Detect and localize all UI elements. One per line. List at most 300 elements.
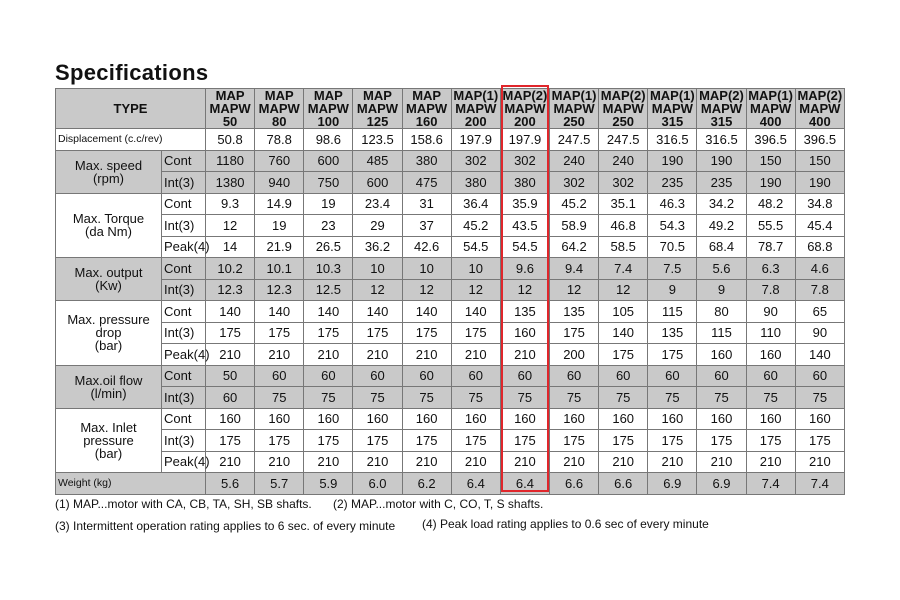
table-cell: 140 xyxy=(304,301,353,323)
table-cell: 10.2 xyxy=(206,258,255,280)
model-header-line: MAPW xyxy=(258,101,300,116)
model-header xyxy=(451,89,500,129)
model-header-line: MAP xyxy=(313,88,343,103)
table-cell: 9.3 xyxy=(206,193,255,215)
model-header-line: MAPW xyxy=(307,101,349,116)
table-cell: 160 xyxy=(451,408,500,430)
table-cell: 60 xyxy=(206,387,255,409)
sub-label: Cont xyxy=(162,408,206,430)
table-cell: 12 xyxy=(353,279,402,301)
table-cell: 210 xyxy=(795,451,844,473)
model-header-line: MAPW xyxy=(700,101,743,116)
table-cell: 760 xyxy=(255,150,304,172)
table-cell: 60 xyxy=(451,365,500,387)
model-header-line: MAPW xyxy=(602,101,644,116)
table-cell: 55.5 xyxy=(746,215,795,237)
model-header-line: 200 xyxy=(514,114,536,129)
table-cell: 160 xyxy=(353,408,402,430)
table-cell: 158.6 xyxy=(402,129,451,151)
table-row xyxy=(56,301,845,323)
table-cell: 160 xyxy=(697,408,746,430)
table-cell: 12 xyxy=(451,279,500,301)
model-header-line: MAPW xyxy=(356,101,399,116)
table-cell: 175 xyxy=(402,322,451,344)
table-cell: 6.3 xyxy=(746,258,795,280)
table-cell: 54.3 xyxy=(648,215,697,237)
table-cell: 160 xyxy=(599,408,648,430)
table-cell: 6.0 xyxy=(353,473,402,495)
table-cell: 210 xyxy=(500,451,549,473)
table-cell: 210 xyxy=(402,344,451,366)
table-cell: 160 xyxy=(402,408,451,430)
model-header xyxy=(304,89,353,129)
table-cell: 31 xyxy=(402,193,451,215)
model-header xyxy=(599,89,648,129)
table-cell: 75 xyxy=(353,387,402,409)
model-header xyxy=(648,89,697,129)
model-header-line: 100 xyxy=(317,114,340,129)
table-cell: 175 xyxy=(451,430,500,452)
sub-label: Cont xyxy=(162,301,206,323)
table-cell: 34.8 xyxy=(795,193,844,215)
model-header xyxy=(746,89,795,129)
model-header-line: 200 xyxy=(464,114,487,129)
table-cell: 190 xyxy=(697,150,746,172)
table-cell: 10 xyxy=(402,258,451,280)
specifications-table xyxy=(55,88,845,495)
sub-label: Peak(4) xyxy=(162,236,206,258)
table-cell: 175 xyxy=(255,322,304,344)
table-cell: 210 xyxy=(697,451,746,473)
model-header-line: MAP(1) xyxy=(748,88,793,103)
table-cell: 12 xyxy=(206,215,255,237)
table-cell: 60 xyxy=(353,365,402,387)
table-cell: 46.8 xyxy=(599,215,648,237)
table-cell: 135 xyxy=(500,301,549,323)
table-cell: 210 xyxy=(451,451,500,473)
table-cell: 6.6 xyxy=(599,473,648,495)
table-cell: 175 xyxy=(402,430,451,452)
model-header xyxy=(549,89,598,129)
table-cell: 70.5 xyxy=(648,236,697,258)
table-cell: 23.4 xyxy=(353,193,402,215)
header-row xyxy=(56,89,845,129)
table-cell: 210 xyxy=(451,344,500,366)
model-header-line: MAPW xyxy=(750,101,792,116)
table-cell: 12 xyxy=(599,279,648,301)
model-header-line: 80 xyxy=(271,114,287,129)
table-cell: 6.4 xyxy=(500,473,549,495)
table-cell: 60 xyxy=(402,365,451,387)
model-header-line: MAP(2) xyxy=(699,88,744,103)
table-cell: 37 xyxy=(402,215,451,237)
table-cell: 140 xyxy=(206,301,255,323)
table-cell: 475 xyxy=(402,172,451,194)
model-header xyxy=(795,89,844,129)
group-label: Max.oil flow (l/min) xyxy=(56,365,162,408)
table-cell: 210 xyxy=(304,451,353,473)
table-cell: 160 xyxy=(648,408,697,430)
table-cell: 210 xyxy=(648,451,697,473)
table-cell: 140 xyxy=(402,301,451,323)
model-header-line: MAP(1) xyxy=(551,88,597,103)
table-cell: 98.6 xyxy=(304,129,353,151)
table-cell: 175 xyxy=(648,430,697,452)
table-cell: 5.7 xyxy=(255,473,304,495)
model-header xyxy=(353,89,402,129)
table-cell: 175 xyxy=(549,322,598,344)
model-header-line: 400 xyxy=(808,114,831,129)
sub-label: Cont xyxy=(162,365,206,387)
model-header-line: MAPW xyxy=(209,101,251,116)
table-cell: 115 xyxy=(697,322,746,344)
model-header-line: MAPW xyxy=(553,101,595,116)
table-cell: 68.8 xyxy=(795,236,844,258)
table-cell: 78.7 xyxy=(746,236,795,258)
table-cell: 60 xyxy=(648,365,697,387)
table-cell: 175 xyxy=(304,322,353,344)
table-cell: 197.9 xyxy=(500,129,549,151)
table-cell: 160 xyxy=(746,344,795,366)
row-label: Weight (kg) xyxy=(56,473,206,495)
table-cell: 75 xyxy=(599,387,648,409)
table-row xyxy=(56,387,845,409)
table-cell: 54.5 xyxy=(451,236,500,258)
table-cell: 45.2 xyxy=(451,215,500,237)
table-cell: 26.5 xyxy=(304,236,353,258)
model-header-line: MAP xyxy=(412,88,442,103)
sub-label: Int(3) xyxy=(162,387,206,409)
row-label: Displacement (c.c/rev) xyxy=(56,129,206,151)
table-cell: 5.6 xyxy=(697,258,746,280)
table-cell: 485 xyxy=(353,150,402,172)
sub-label: Cont xyxy=(162,150,206,172)
sub-label: Peak(4) xyxy=(162,344,206,366)
table-cell: 175 xyxy=(206,430,255,452)
table-cell: 75 xyxy=(746,387,795,409)
table-cell: 175 xyxy=(206,322,255,344)
table-cell: 175 xyxy=(549,430,598,452)
table-cell: 210 xyxy=(353,344,402,366)
table-cell: 140 xyxy=(255,301,304,323)
page-title: Specifications xyxy=(55,60,209,85)
table-cell: 12.3 xyxy=(255,279,304,301)
table-cell: 60 xyxy=(304,365,353,387)
group-label: Max. output (Kw) xyxy=(56,258,162,301)
table-cell: 105 xyxy=(599,301,648,323)
table-cell: 175 xyxy=(304,430,353,452)
table-cell: 12 xyxy=(500,279,549,301)
table-cell: 160 xyxy=(746,408,795,430)
table-cell: 75 xyxy=(697,387,746,409)
model-header-line: MAPW xyxy=(651,101,693,116)
table-cell: 175 xyxy=(451,322,500,344)
model-header-line: MAP(2) xyxy=(600,88,646,103)
table-row xyxy=(56,430,845,452)
table-cell: 68.4 xyxy=(697,236,746,258)
table-cell: 600 xyxy=(353,172,402,194)
table-cell: 175 xyxy=(599,430,648,452)
table-cell: 210 xyxy=(549,451,598,473)
table-cell: 60 xyxy=(549,365,598,387)
model-header-line: MAP(2) xyxy=(797,88,843,103)
table-cell: 247.5 xyxy=(549,129,598,151)
table-cell: 140 xyxy=(795,344,844,366)
table-cell: 210 xyxy=(255,451,304,473)
table-cell: 110 xyxy=(746,322,795,344)
table-cell: 210 xyxy=(500,344,549,366)
sub-label: Peak(4) xyxy=(162,451,206,473)
table-cell: 50 xyxy=(206,365,255,387)
table-cell: 90 xyxy=(795,322,844,344)
table-cell: 90 xyxy=(746,301,795,323)
model-header-line: 160 xyxy=(415,114,438,129)
table-cell: 160 xyxy=(304,408,353,430)
table-row xyxy=(56,279,845,301)
table-cell: 750 xyxy=(304,172,353,194)
table-cell: 6.9 xyxy=(648,473,697,495)
table-cell: 6.2 xyxy=(402,473,451,495)
group-label: Max. Inlet pressure (bar) xyxy=(56,408,162,473)
table-cell: 175 xyxy=(795,430,844,452)
table-cell: 36.4 xyxy=(451,193,500,215)
table-cell: 29 xyxy=(353,215,402,237)
model-header-line: MAP(2) xyxy=(502,88,548,103)
table-cell: 302 xyxy=(599,172,648,194)
table-cell: 19 xyxy=(255,215,304,237)
table-cell: 160 xyxy=(795,408,844,430)
table-cell: 190 xyxy=(746,172,795,194)
table-cell: 160 xyxy=(206,408,255,430)
table-cell: 21.9 xyxy=(255,236,304,258)
table-cell: 78.8 xyxy=(255,129,304,151)
table-cell: 10 xyxy=(451,258,500,280)
model-header xyxy=(206,89,255,129)
model-header-line: MAP(1) xyxy=(453,88,499,103)
table-cell: 175 xyxy=(353,322,402,344)
model-header-line: MAP xyxy=(215,88,245,103)
table-cell: 7.5 xyxy=(648,258,697,280)
table-cell: 302 xyxy=(451,150,500,172)
table-cell: 175 xyxy=(697,430,746,452)
model-header xyxy=(255,89,304,129)
table-cell: 19 xyxy=(304,193,353,215)
table-row xyxy=(56,258,845,280)
table-cell: 135 xyxy=(549,301,598,323)
table-cell: 58.9 xyxy=(549,215,598,237)
model-header-line: 400 xyxy=(759,114,782,129)
table-cell: 247.5 xyxy=(599,129,648,151)
table-cell: 600 xyxy=(304,150,353,172)
table-cell: 7.4 xyxy=(599,258,648,280)
table-cell: 43.5 xyxy=(500,215,549,237)
table-cell: 396.5 xyxy=(795,129,844,151)
model-header-line: MAPW xyxy=(799,101,841,116)
table-cell: 200 xyxy=(549,344,598,366)
table-cell: 135 xyxy=(648,322,697,344)
table-cell: 54.5 xyxy=(500,236,549,258)
sub-label: Int(3) xyxy=(162,430,206,452)
table-row xyxy=(56,451,845,473)
table-cell: 175 xyxy=(746,430,795,452)
table-cell: 50.8 xyxy=(206,129,255,151)
table-cell: 5.9 xyxy=(304,473,353,495)
group-label: Max. pressure drop (bar) xyxy=(56,301,162,366)
model-header-line: MAP xyxy=(363,88,392,103)
note-2: (2) MAP...motor with C, CO, T, S shafts. xyxy=(333,497,544,511)
table-cell: 235 xyxy=(648,172,697,194)
displacement-row xyxy=(56,129,845,151)
table-cell: 240 xyxy=(599,150,648,172)
table-cell: 240 xyxy=(549,150,598,172)
table-cell: 75 xyxy=(795,387,844,409)
table-cell: 75 xyxy=(549,387,598,409)
model-header-line: 315 xyxy=(661,114,684,129)
table-cell: 380 xyxy=(451,172,500,194)
type-header: TYPE xyxy=(56,89,206,129)
model-header-line: MAPW xyxy=(455,101,497,116)
table-row xyxy=(56,215,845,237)
table-row xyxy=(56,408,845,430)
table-cell: 9.6 xyxy=(500,258,549,280)
table-cell: 12.3 xyxy=(206,279,255,301)
table-cell: 316.5 xyxy=(648,129,697,151)
table-cell: 64.2 xyxy=(549,236,598,258)
table-cell: 12.5 xyxy=(304,279,353,301)
table-cell: 210 xyxy=(402,451,451,473)
table-cell: 7.8 xyxy=(795,279,844,301)
table-cell: 175 xyxy=(648,344,697,366)
table-cell: 175 xyxy=(353,430,402,452)
table-cell: 150 xyxy=(795,150,844,172)
table-cell: 160 xyxy=(500,408,549,430)
note-3: (3) Intermittent operation rating applies to 6 sec. of every minute xyxy=(55,519,396,533)
sub-label: Int(3) xyxy=(162,279,206,301)
table-cell: 75 xyxy=(402,387,451,409)
table-cell: 60 xyxy=(697,365,746,387)
sub-label: Cont xyxy=(162,258,206,280)
sub-label: Int(3) xyxy=(162,172,206,194)
sub-label: Int(3) xyxy=(162,215,206,237)
table-cell: 9 xyxy=(648,279,697,301)
table-cell: 42.6 xyxy=(402,236,451,258)
model-header-line: 250 xyxy=(612,114,635,129)
table-cell: 210 xyxy=(304,344,353,366)
table-cell: 160 xyxy=(500,322,549,344)
table-cell: 10 xyxy=(353,258,402,280)
table-cell: 190 xyxy=(648,150,697,172)
table-cell: 35.1 xyxy=(599,193,648,215)
table-cell: 150 xyxy=(746,150,795,172)
table-cell: 5.6 xyxy=(206,473,255,495)
table-cell: 65 xyxy=(795,301,844,323)
table-cell: 140 xyxy=(353,301,402,323)
table-cell: 123.5 xyxy=(353,129,402,151)
table-cell: 140 xyxy=(451,301,500,323)
table-row xyxy=(56,322,845,344)
table-cell: 316.5 xyxy=(697,129,746,151)
table-cell: 60 xyxy=(746,365,795,387)
model-header-line: 125 xyxy=(366,114,389,129)
table-cell: 58.5 xyxy=(599,236,648,258)
table-cell: 210 xyxy=(206,451,255,473)
sub-label: Cont xyxy=(162,193,206,215)
table-cell: 80 xyxy=(697,301,746,323)
table-cell: 302 xyxy=(549,172,598,194)
table-cell: 210 xyxy=(746,451,795,473)
model-header xyxy=(402,89,451,129)
table-cell: 396.5 xyxy=(746,129,795,151)
group-label: Max. Torque (da Nm) xyxy=(56,193,162,258)
model-header-line: 50 xyxy=(222,114,238,129)
table-row xyxy=(56,193,845,215)
model-header xyxy=(500,89,549,129)
table-cell: 380 xyxy=(500,172,549,194)
model-header-line: MAP xyxy=(264,88,294,103)
table-cell: 175 xyxy=(500,430,549,452)
table-cell: 75 xyxy=(451,387,500,409)
table-cell: 75 xyxy=(648,387,697,409)
table-cell: 190 xyxy=(795,172,844,194)
note-4: (4) Peak load rating applies to 0.6 sec of every minute xyxy=(422,517,709,531)
table-cell: 210 xyxy=(599,451,648,473)
table-cell: 210 xyxy=(255,344,304,366)
table-cell: 45.2 xyxy=(549,193,598,215)
table-cell: 940 xyxy=(255,172,304,194)
table-cell: 380 xyxy=(402,150,451,172)
table-cell: 12 xyxy=(402,279,451,301)
table-cell: 9.4 xyxy=(549,258,598,280)
table-cell: 48.2 xyxy=(746,193,795,215)
model-header-line: MAP(1) xyxy=(649,88,695,103)
table-cell: 46.3 xyxy=(648,193,697,215)
table-cell: 7.4 xyxy=(746,473,795,495)
table-cell: 49.2 xyxy=(697,215,746,237)
table-cell: 45.4 xyxy=(795,215,844,237)
table-cell: 35.9 xyxy=(500,193,549,215)
group-label: Max. speed (rpm) xyxy=(56,150,162,193)
sub-label: Int(3) xyxy=(162,322,206,344)
table-cell: 160 xyxy=(697,344,746,366)
table-cell: 235 xyxy=(697,172,746,194)
table-row xyxy=(56,236,845,258)
model-header xyxy=(697,89,746,129)
table-cell: 197.9 xyxy=(451,129,500,151)
table-cell: 75 xyxy=(304,387,353,409)
table-cell: 60 xyxy=(500,365,549,387)
model-header-line: MAPW xyxy=(406,101,448,116)
table-cell: 12 xyxy=(549,279,598,301)
table-row xyxy=(56,150,845,172)
table-cell: 1380 xyxy=(206,172,255,194)
table-cell: 14 xyxy=(206,236,255,258)
table-cell: 60 xyxy=(255,365,304,387)
model-header-line: 315 xyxy=(710,114,733,129)
table-cell: 140 xyxy=(599,322,648,344)
table-cell: 9 xyxy=(697,279,746,301)
note-1: (1) MAP...motor with CA, CB, TA, SH, SB shafts. xyxy=(55,497,312,511)
table-cell: 34.2 xyxy=(697,193,746,215)
table-cell: 10.3 xyxy=(304,258,353,280)
table-cell: 210 xyxy=(353,451,402,473)
table-cell: 160 xyxy=(255,408,304,430)
model-header-line: MAPW xyxy=(504,101,546,116)
table-cell: 14.9 xyxy=(255,193,304,215)
table-cell: 7.4 xyxy=(795,473,844,495)
table-cell: 10.1 xyxy=(255,258,304,280)
table-cell: 160 xyxy=(549,408,598,430)
model-header-line: 250 xyxy=(563,114,585,129)
